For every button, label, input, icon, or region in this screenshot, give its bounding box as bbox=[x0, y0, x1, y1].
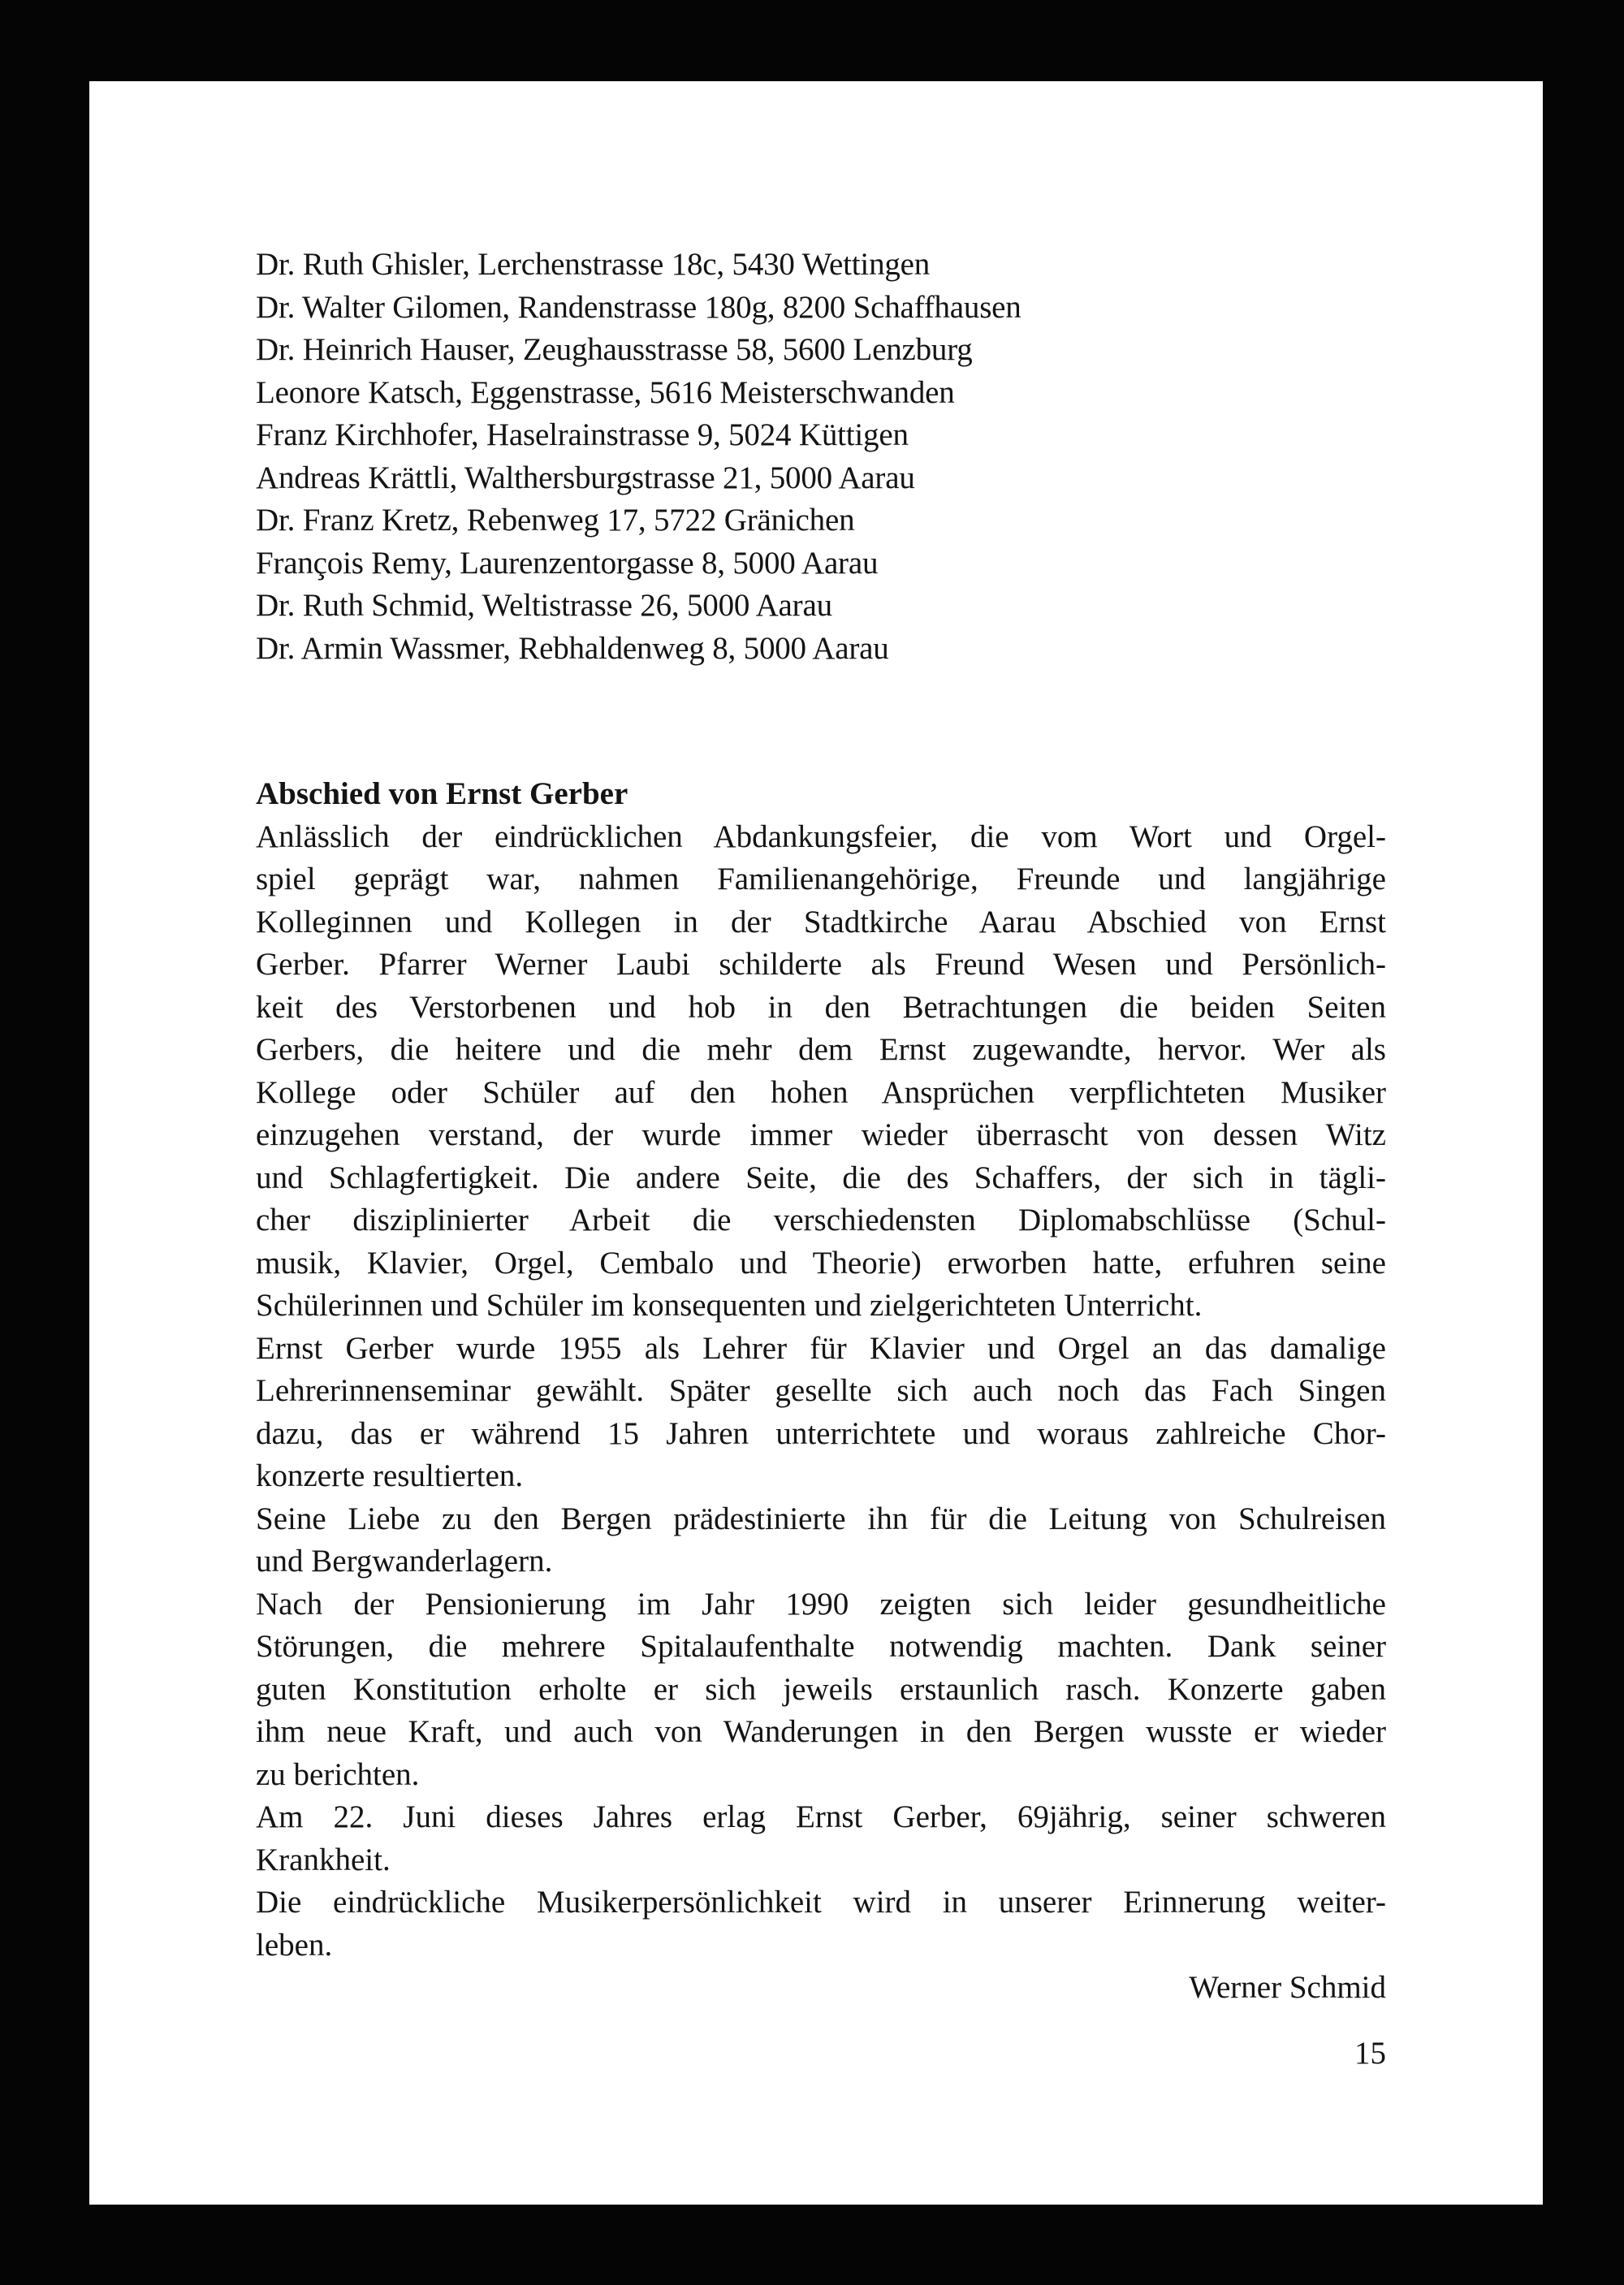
article-line: dazu, das er während 15 Jahren unterrichtete und woraus zahlreiche Chor- bbox=[256, 1415, 1386, 1451]
address-entry: François Remy, Laurenzentorgasse 8, 5000 Aarau bbox=[256, 545, 879, 581]
article-line: und Bergwanderlagern. bbox=[256, 1544, 553, 1579]
address-entry: Dr. Armin Wassmer, Rebhaldenweg 8, 5000 Aarau bbox=[256, 630, 889, 666]
article-line: Nach der Pensionierung im Jahr 1990 zeigten sich leider gesundheitliche bbox=[256, 1586, 1386, 1622]
article-line: keit des Verstorbenen und hob in den Betrachtungen die beiden Seiten bbox=[256, 989, 1386, 1025]
address-entry: Dr. Ruth Ghisler, Lerchenstrasse 18c, 5430 Wettingen bbox=[256, 247, 931, 282]
page-number: 15 bbox=[1354, 2036, 1386, 2071]
article-line: zu berichten. bbox=[256, 1756, 420, 1792]
article-line: Kolleginnen und Kollegen in der Stadtkirche Aarau Abschied von Ernst bbox=[256, 904, 1386, 939]
address-entry: Dr. Heinrich Hauser, Zeughausstrasse 58, 5600 Lenzburg bbox=[256, 332, 973, 367]
address-entry: Dr. Walter Gilomen, Randenstrasse 180g, 8200 Schaffhausen bbox=[256, 289, 1021, 325]
article-line: Gerbers, die heitere und die mehr dem Ernst zugewandte, hervor. Wer als bbox=[256, 1032, 1386, 1067]
article-line: Krankheit. bbox=[256, 1842, 391, 1877]
address-list bbox=[256, 244, 1386, 670]
address-entry: Dr. Ruth Schmid, Weltistrasse 26, 5000 Aarau bbox=[256, 588, 832, 623]
article-line: spiel geprägt war, nahmen Familienangehörige, Freunde und langjährige bbox=[256, 862, 1386, 896]
article-body bbox=[256, 816, 1386, 1968]
address-entry: Andreas Krättli, Walthersburgstrasse 21, 5000 Aarau bbox=[256, 460, 915, 495]
article-line: Kollege oder Schüler auf den hohen Ansprüchen verpflichteten Musiker bbox=[256, 1074, 1386, 1110]
address-entry: Leonore Katsch, Eggenstrasse, 5616 Meisterschwanden bbox=[256, 374, 955, 410]
article-line: leben. bbox=[256, 1927, 333, 1963]
article-line: Schülerinnen und Schüler im konsequenten und zielgerichteten Unterricht. bbox=[256, 1288, 1203, 1323]
article-line: cher disziplinierter Arbeit die verschiedensten Diplomabschlüsse (Schul- bbox=[256, 1203, 1386, 1238]
article-line: Die eindrückliche Musikerpersönlichkeit wird in unserer Erinnerung weiter- bbox=[256, 1885, 1386, 1920]
article-line: einzugehen verstand, der wurde immer wieder überrascht von dessen Witz bbox=[256, 1117, 1386, 1152]
article-line: Ernst Gerber wurde 1955 als Lehrer für Klavier und Orgel an das damalige bbox=[256, 1330, 1386, 1366]
article-line: Gerber. Pfarrer Werner Laubi schilderte als Freund Wesen und Persönlich- bbox=[256, 947, 1386, 982]
article-line: Störungen, die mehrere Spitalaufenthalte notwendig machten. Dank seiner bbox=[256, 1629, 1386, 1664]
obituary-section bbox=[256, 773, 1386, 2010]
article-line: musik, Klavier, Orgel, Cembalo und Theorie) erworben hatte, erfuhren seine bbox=[256, 1245, 1386, 1281]
article-line: Anlässlich der eindrücklichen Abdankungsfeier, die vom Wort und Orgel- bbox=[256, 819, 1386, 854]
address-entry: Dr. Franz Kretz, Rebenweg 17, 5722 Gränichen bbox=[256, 503, 855, 538]
address-entry: Franz Kirchhofer, Haselrainstrasse 9, 5024 Küttigen bbox=[256, 417, 909, 452]
article-line: Lehrerinnenseminar gewählt. Später gesellte sich auch noch das Fach Singen bbox=[256, 1373, 1386, 1408]
page-content bbox=[256, 244, 1386, 2010]
article-line: Seine Liebe zu den Bergen prädestinierte ihn für die Leitung von Schulreisen bbox=[256, 1501, 1386, 1536]
article-line: konzerte resultierten. bbox=[256, 1458, 524, 1493]
section-title: Abschied von Ernst Gerber bbox=[256, 776, 628, 811]
author-signature: Werner Schmid bbox=[1189, 1970, 1386, 2005]
article-line: ihm neue Kraft, und auch von Wanderungen in den Bergen wusste er wieder bbox=[256, 1714, 1386, 1749]
article-line: und Schlagfertigkeit. Die andere Seite, die des Schaffers, der sich in tägli- bbox=[256, 1160, 1386, 1195]
article-line: Am 22. Juni dieses Jahres erlag Ernst Gerber, 69jährig, seiner schweren bbox=[256, 1799, 1386, 1834]
document-page bbox=[89, 81, 1543, 2205]
article-line: guten Konstitution erholte er sich jeweils erstaunlich rasch. Konzerte gaben bbox=[256, 1671, 1386, 1707]
